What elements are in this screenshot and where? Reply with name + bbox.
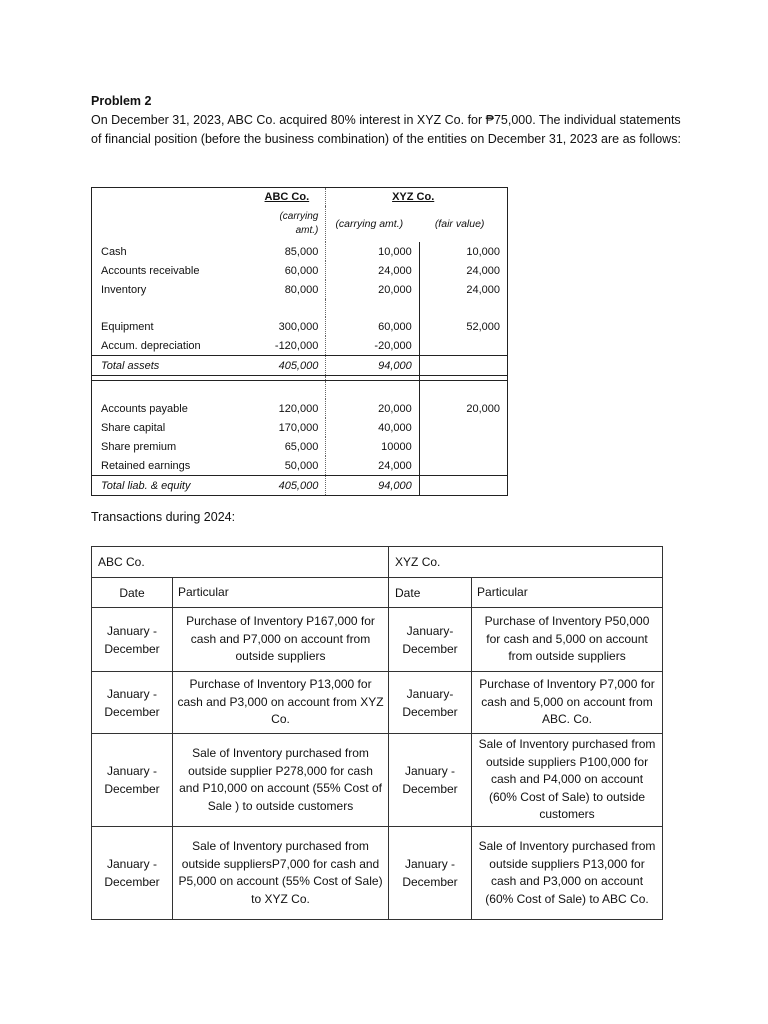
transactions-column-header-row [92,578,663,608]
abc-particular-header: Particular [173,578,389,608]
problem-title: Problem 2 [91,94,152,108]
table-row: Accounts receivable 60,000 24,000 24,000 [92,261,508,280]
table-row: Inventory 80,000 20,000 24,000 [92,280,508,299]
table-row: Accum. depreciation -120,000 -20,000 [92,336,508,356]
transactions-table [91,546,663,920]
abc-date-header: Date [92,578,173,608]
problem-intro: On December 31, 2023, ABC Co. acquired 80% interest in XYZ Co. for ₱75,000. The individual statements of financial position (before the business combination) of the entities on December 31, 2023 are as follows: [91,113,681,146]
balance-sheet-subheader-row [92,206,508,242]
abc-header: ABC Co. [264,191,310,203]
table-row: Retained earnings 50,000 24,000 [92,456,508,476]
table-row: January - December Purchase of Inventory P167,000 for cash and P7,000 on account from outside suppliers January- December Purchase of Inventory P50,000 for cash and 5,000 on account from outside suppliers [92,608,663,672]
table-row: Accounts payable 120,000 20,000 20,000 [92,399,508,418]
xyz-fair-header: (fair value) [434,218,485,230]
xyz-particular-header: Particular [472,578,663,608]
xyz-entity-label: XYZ Co. [389,547,663,578]
table-row: January - December Sale of Inventory purchased from outside suppliersP7,000 for cash and P5,000 on account (55% Cost of Sale) to XYZ Co. January - December Sale of Inventory purchased from outside suppliers P13,000 for cash and P3,000 on account (60% Cost of Sale) to ABC Co. [92,827,663,920]
table-row: Cash 85,000 10,000 10,000 [92,242,508,261]
xyz-carrying-header: (carrying amt.) [326,206,419,242]
table-row: Equipment 300,000 60,000 52,000 [92,317,508,336]
table-row: Share capital 170,000 40,000 [92,418,508,437]
xyz-date-header: Date [389,578,472,608]
transactions-heading: Transactions during 2024: [91,510,236,524]
abc-basis-header: (carrying amt.) [279,211,319,236]
table-row: January - December Purchase of Inventory P13,000 for cash and P3,000 on account from XYZ Co. January- December Purchase of Inventory P7,000 for cash and 5,000 on account from ABC. Co. [92,672,663,734]
transactions-entity-row [92,547,663,578]
abc-entity-label: ABC Co. [92,547,389,578]
table-row: Share premium 65,000 10000 [92,437,508,456]
balance-sheet-table [91,187,508,496]
table-row: January - December Sale of Inventory purchased from outside supplier P278,000 for cash and P10,000 on account (55% Cost of Sale ) to outside customers January - December Sale of Inventory purchased from outside suppliers P100,000 for cash and P4,000 on account (60% Cost of Sale) to outside customers [92,734,663,827]
total-liab-equity-row: Total liab. & equity 405,000 94,000 [92,476,508,496]
xyz-header: XYZ Co. [326,188,508,207]
balance-sheet-header-row [92,188,508,207]
total-assets-row: Total assets 405,000 94,000 [92,356,508,376]
